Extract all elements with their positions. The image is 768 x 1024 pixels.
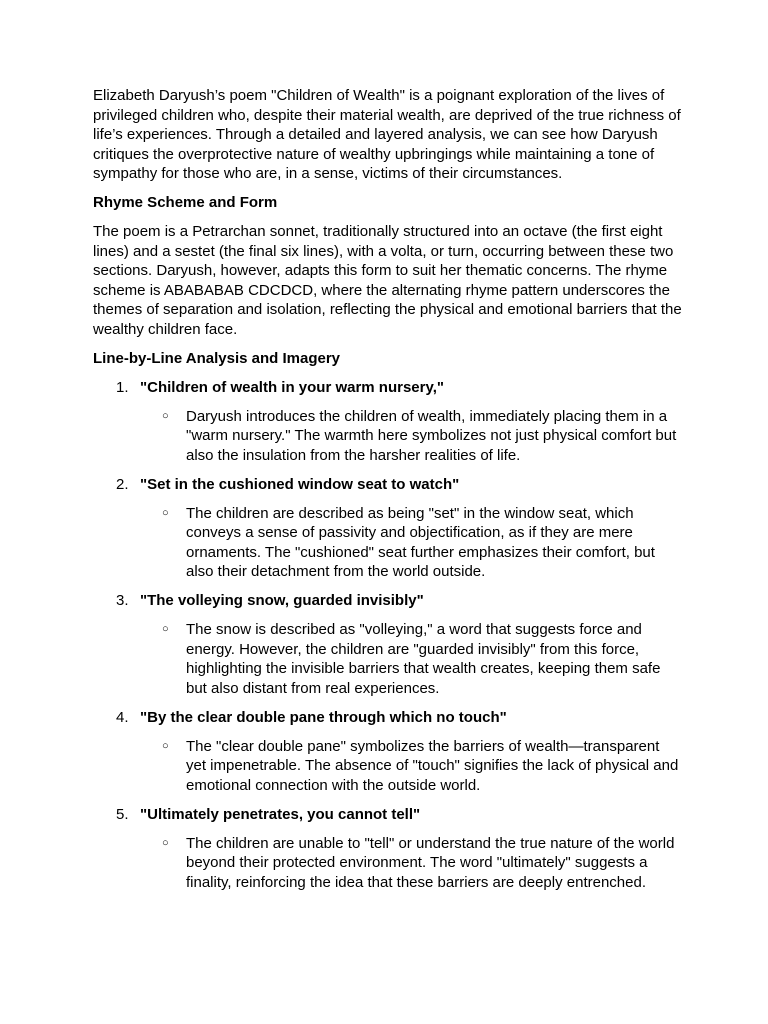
poem-line-text: "Set in the cushioned window seat to watch" bbox=[140, 475, 460, 493]
poem-line bbox=[93, 805, 683, 825]
section-heading-analysis: Line-by-Line Analysis and Imagery bbox=[93, 349, 341, 367]
analysis-text bbox=[93, 737, 683, 796]
poem-line-text: "By the clear double pane through which no touch" bbox=[140, 708, 507, 726]
analysis-sublist bbox=[93, 504, 683, 582]
analysis-text bbox=[93, 504, 683, 582]
analysis-list bbox=[93, 378, 683, 893]
poem-line-text: "Children of wealth in your warm nursery," bbox=[140, 378, 444, 396]
analysis-text bbox=[93, 834, 683, 893]
analysis-text-body: The children are described as being "set" in the window seat, which conveys a sense of passivity and objectification, as if they are mere ornaments. The "cushioned" seat further emphasizes their comfort, but also their detachment from the world outside. bbox=[186, 504, 655, 580]
analysis-sublist bbox=[93, 407, 683, 466]
analysis-text-body: The "clear double pane" symbolizes the barriers of wealth—transparent yet impenetrable. The absence of "touch" signifies the lack of physical and emotional connection with the outside world. bbox=[186, 737, 679, 794]
list-item bbox=[93, 708, 683, 796]
list-item bbox=[93, 378, 683, 466]
analysis-sublist bbox=[93, 834, 683, 893]
section-heading-rhyme: Rhyme Scheme and Form bbox=[93, 194, 278, 211]
item-number: 4. bbox=[116, 708, 129, 726]
intro-paragraph: Elizabeth Daryush’s poem "Children of Wealth" is a poignant exploration of the lives of privileged children who, despite their material wealth, are deprived of the true richness of life’s experiences. Through a detailed and layered analysis, we can see how Daryush critiques the overprotective nature of wealthy upbringings while maintaining a tone of sympathy for those who are, in a sense, victims of their circumstances. bbox=[93, 87, 681, 182]
poem-line-text: "Ultimately penetrates, you cannot tell" bbox=[140, 805, 421, 823]
poem-line bbox=[93, 591, 683, 611]
analysis-text-body: The children are unable to "tell" or understand the true nature of the world beyond their protected environment. The word "ultimately" suggests a finality, reinforcing the idea that these barriers are deeply entrenched. bbox=[186, 834, 675, 891]
analysis-sublist bbox=[93, 737, 683, 796]
analysis-sublist bbox=[93, 620, 683, 698]
hollow-circle-bullet-icon: ○ bbox=[162, 739, 169, 752]
poem-line-text: "The volleying snow, guarded invisibly" bbox=[140, 592, 424, 609]
poem-line bbox=[93, 708, 683, 728]
item-number: 2. bbox=[116, 475, 129, 493]
rhyme-paragraph: The poem is a Petrarchan sonnet, traditionally structured into an octave (the first eight lines) and a sestet (the final six lines), with a volta, or turn, occurring between these two sections. Daryush, however, adapts this form to suit her thematic concerns. The rhyme scheme is ABABABAB CDCDCD, where the alternating rhyme pattern underscores the themes of separation and isolation, reflecting the physical and emotional barriers that the wealthy children face. bbox=[93, 223, 682, 338]
list-item bbox=[93, 591, 683, 698]
item-number: 1. bbox=[116, 378, 129, 396]
item-number: 5. bbox=[116, 805, 129, 823]
analysis-text-body: Daryush introduces the children of wealth, immediately placing them in a "warm nursery." The warmth here symbolizes not just physical comfort but also the insulation from the harsher realities of life. bbox=[186, 407, 677, 464]
hollow-circle-bullet-icon: ○ bbox=[162, 836, 169, 849]
analysis-text-body: The snow is described as "volleying," a word that suggests force and energy. However, the children are "guarded invisibly" from this force, highlighting the invisible barriers that wealth creates, keeping them safe but also distant from real experiences. bbox=[186, 621, 661, 697]
poem-line bbox=[93, 475, 683, 495]
analysis-text bbox=[93, 407, 683, 466]
item-number: 3. bbox=[116, 592, 129, 609]
hollow-circle-bullet-icon: ○ bbox=[162, 506, 169, 519]
list-item bbox=[93, 805, 683, 893]
poem-line bbox=[93, 378, 683, 398]
analysis-text bbox=[93, 620, 683, 698]
hollow-circle-bullet-icon: ○ bbox=[162, 623, 169, 635]
document-page bbox=[93, 86, 683, 902]
hollow-circle-bullet-icon: ○ bbox=[162, 409, 169, 422]
list-item bbox=[93, 475, 683, 582]
